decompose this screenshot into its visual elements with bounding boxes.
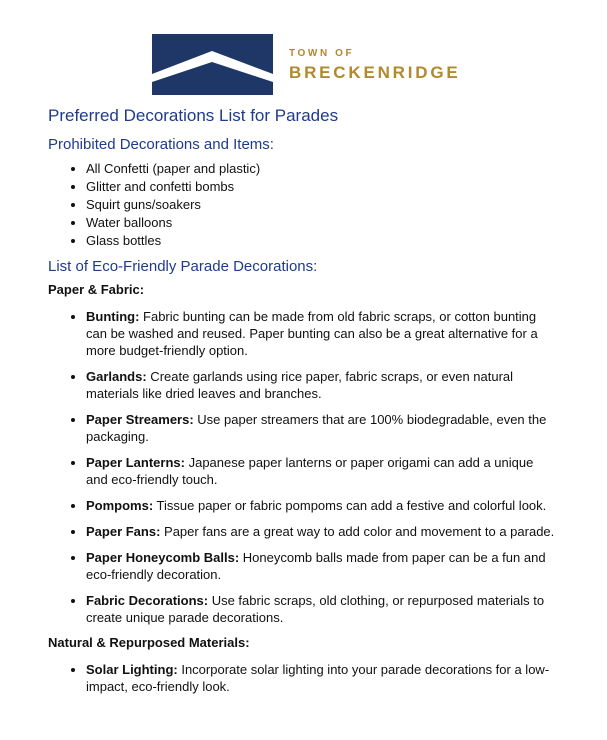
list-item: • All Confetti (paper and plastic) <box>86 160 558 178</box>
item-term: Paper Streamers: <box>86 412 194 427</box>
item-text: Paper fans are a great way to add color and movement to a parade. <box>160 524 555 539</box>
paper-fabric-list <box>48 308 558 626</box>
list-item <box>86 661 558 695</box>
item-term: Paper Fans: <box>86 524 161 539</box>
item-text: Create garlands using rice paper, fabric scraps, or even natural materials like dried leaves and branches. <box>86 369 514 401</box>
list-item: • Water balloons <box>86 214 558 232</box>
logo-town-name: BRECKENRIDGE <box>289 62 461 82</box>
item-term: Pompoms: <box>86 498 154 513</box>
list-item <box>86 368 558 402</box>
item-text: Use fabric scraps, old clothing, or repurposed materials to create unique parade decorations. <box>86 593 545 625</box>
list-item <box>86 308 558 359</box>
eco-heading: List of Eco-Friendly Parade Decorations: <box>48 258 318 275</box>
item-term: Bunting: <box>86 309 140 324</box>
list-item <box>86 523 558 540</box>
list-item <box>86 592 558 626</box>
natural-materials-list <box>48 661 558 695</box>
list-item <box>86 549 558 583</box>
mountain-logo-icon <box>152 34 273 95</box>
natural-materials-label: Natural & Repurposed Materials: <box>48 635 250 650</box>
item-text: Use paper streamers that are 100% biodegradable, even the packaging. <box>86 412 547 444</box>
item-term: Paper Honeycomb Balls: <box>86 550 240 565</box>
item-term: Garlands: <box>86 369 147 384</box>
list-item <box>86 454 558 488</box>
list-item <box>86 411 558 445</box>
item-text: Incorporate solar lighting into your parade decorations for a low-impact, eco-friendly look. <box>86 662 550 694</box>
item-term: Paper Lanterns: <box>86 455 185 470</box>
list-item: • Glitter and confetti bombs <box>86 178 558 196</box>
list-item: • Squirt guns/soakers <box>86 196 558 214</box>
item-text: Honeycomb balls made from paper can be a fun and eco-friendly decoration. <box>86 550 546 582</box>
page-title: Preferred Decorations List for Parades <box>48 106 339 125</box>
item-text: Fabric bunting can be made from old fabric scraps, or cotton bunting can be washed and reused. Paper bunting can also be a great alternative for a more budget-friendly option. <box>86 309 538 358</box>
item-text: Tissue paper or fabric pompoms can add a festive and colorful look. <box>153 498 547 513</box>
document-body <box>48 106 558 704</box>
logo-town-of: TOWN OF <box>289 47 355 59</box>
prohibited-list <box>48 160 558 250</box>
list-item: • Glass bottles <box>86 232 558 250</box>
paper-fabric-label: Paper & Fabric: <box>48 282 145 297</box>
item-term: Fabric Decorations: <box>86 593 209 608</box>
town-logo <box>152 34 461 95</box>
prohibited-heading: Prohibited Decorations and Items: <box>48 136 274 153</box>
item-text: Japanese paper lanterns or paper origami can add a unique and eco-friendly touch. <box>86 455 534 487</box>
item-term: Solar Lighting: <box>86 662 178 677</box>
list-item <box>86 497 558 514</box>
